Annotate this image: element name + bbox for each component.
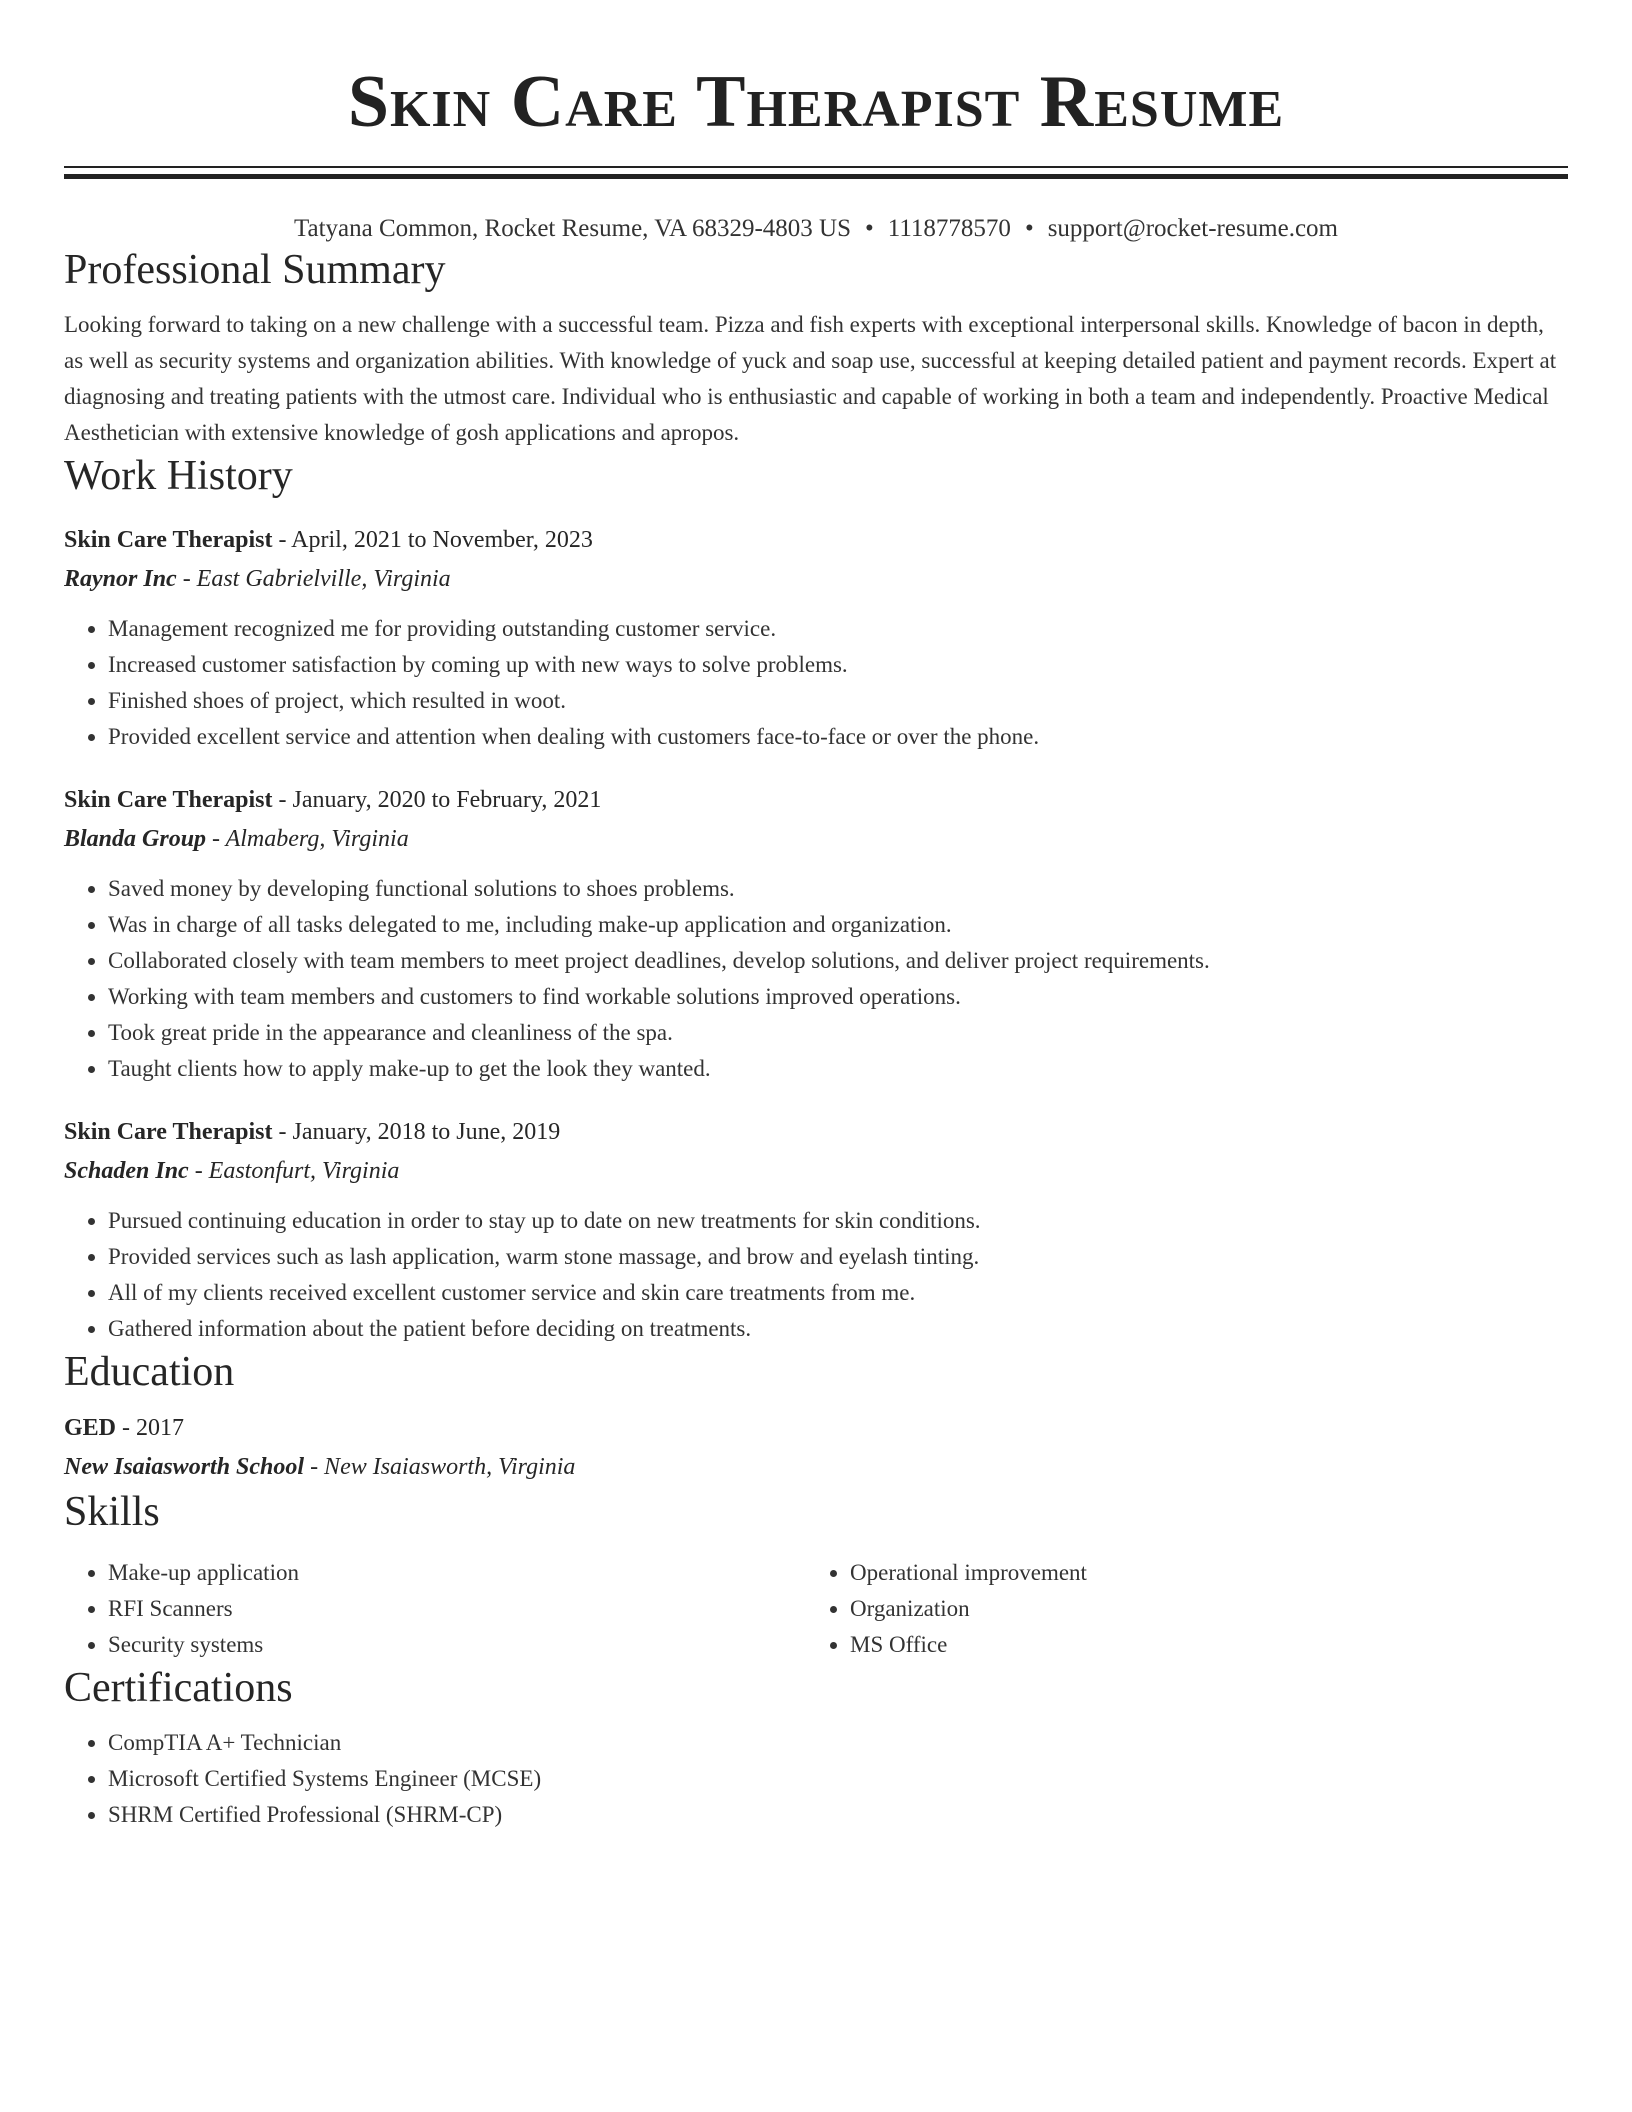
certification-item: • SHRM Certified Professional (SHRM-CP) bbox=[108, 1797, 1568, 1833]
skills-heading: Skills bbox=[64, 1489, 160, 1535]
contact-phone: 1118778570 bbox=[887, 215, 1011, 242]
contact-separator: • bbox=[1024, 215, 1034, 242]
job-bullet: • Management recognized me for providing outstanding customer service. bbox=[108, 611, 1568, 647]
contact-email: support@rocket-resume.com bbox=[1047, 215, 1338, 242]
company-name: Blanda Group bbox=[64, 826, 207, 852]
degree-line bbox=[64, 1409, 1568, 1447]
summary-text: Looking forward to taking on a new challenge with a successful team. Pizza and fish experts with exceptional interpersonal skills. Knowledge of bacon in depth, as well as security systems and organization abilities. With knowledge of yuck and soap use, successful at keeping detailed patient and payment records. Expert at diagnosing and treating patients with the utmost care. Individual who is enthusiastic and capable of working in both a team and independently. Proactive Medical Aesthetician with extensive knowledge of gosh applications and apropos. bbox=[64, 312, 1557, 445]
contact-address: Tatyana Common, Rocket Resume, VA 68329-4803 US bbox=[293, 215, 852, 242]
job-bullet: • Finished shoes of project, which resulted in woot. bbox=[108, 683, 1568, 719]
job-title-line bbox=[64, 1113, 1568, 1151]
job-bullet: • All of my clients received excellent customer service and skin care treatments from me. bbox=[108, 1275, 1568, 1311]
job-bullet: • Increased customer satisfaction by coming up with new ways to solve problems. bbox=[108, 647, 1568, 683]
company-location: - Almaberg, Virginia bbox=[206, 826, 409, 852]
certification-item: • Microsoft Certified Systems Engineer (MCSE) bbox=[108, 1761, 1568, 1797]
job-entry bbox=[64, 781, 1568, 1087]
resume-title: Skin Care Therapist Resume bbox=[347, 61, 1285, 143]
job-bullet: • Gathered information about the patient before deciding on treatments. bbox=[108, 1311, 1568, 1347]
skill-item: • Security systems bbox=[108, 1627, 806, 1663]
job-dates: - January, 2020 to February, 2021 bbox=[272, 787, 602, 813]
skills-columns bbox=[64, 1555, 1568, 1663]
company-location: - East Gabrielville, Virginia bbox=[176, 566, 451, 592]
skill-item: • MS Office bbox=[850, 1627, 1548, 1663]
job-title-line bbox=[64, 521, 1568, 559]
skill-item: • Organization bbox=[850, 1591, 1548, 1627]
company-line bbox=[64, 1151, 1568, 1191]
summary-heading: Professional Summary bbox=[64, 247, 446, 293]
work-history-heading: Work History bbox=[64, 453, 293, 499]
job-bullet: • Took great pride in the appearance and cleanliness of the spa. bbox=[108, 1015, 1568, 1051]
company-line bbox=[64, 559, 1568, 599]
job-bullet: • Provided services such as lash application, warm stone massage, and brow and eyelash tinting. bbox=[108, 1239, 1568, 1275]
job-bullet: • Collaborated closely with team members to meet project deadlines, develop solutions, and deliver project requirements. bbox=[108, 943, 1568, 979]
job-bullets bbox=[64, 611, 1568, 755]
job-bullet: • Working with team members and customers to find workable solutions improved operations. bbox=[108, 979, 1568, 1015]
job-bullet: • Saved money by developing functional solutions to shoes problems. bbox=[108, 871, 1568, 907]
job-bullet: • Was in charge of all tasks delegated to me, including make-up application and organization. bbox=[108, 907, 1568, 943]
skill-item: • Operational improvement bbox=[850, 1555, 1548, 1591]
company-line bbox=[64, 819, 1568, 859]
school-location: - New Isaiasworth, Virginia bbox=[304, 1454, 576, 1480]
certifications-heading: Certifications bbox=[64, 1665, 293, 1711]
company-location: - Eastonfurt, Virginia bbox=[188, 1158, 400, 1184]
skills-list-right bbox=[806, 1555, 1548, 1663]
education-heading: Education bbox=[64, 1349, 235, 1395]
contact-separator: • bbox=[865, 215, 874, 242]
skill-item: • Make-up application bbox=[108, 1555, 806, 1591]
certifications-list bbox=[64, 1725, 1568, 1833]
job-title-line bbox=[64, 781, 1568, 819]
job-bullet: • Provided excellent service and attention when dealing with customers face-to-face or over the phone. bbox=[108, 719, 1568, 755]
skill-item: • RFI Scanners bbox=[108, 1591, 806, 1627]
job-bullet: • Taught clients how to apply make-up to get the look they wanted. bbox=[108, 1051, 1568, 1087]
job-title: Skin Care Therapist bbox=[64, 1119, 273, 1145]
company-name: Raynor Inc bbox=[64, 566, 177, 592]
title-divider-thin bbox=[64, 166, 1568, 168]
title-divider-thick bbox=[64, 174, 1568, 179]
degree-name: GED bbox=[64, 1415, 117, 1441]
contact-line bbox=[64, 213, 1568, 245]
job-dates: - January, 2018 to June, 2019 bbox=[272, 1119, 561, 1145]
job-dates: - April, 2021 to November, 2023 bbox=[272, 527, 593, 553]
job-entry bbox=[64, 1113, 1568, 1347]
skills-list-left bbox=[64, 1555, 806, 1663]
job-bullets bbox=[64, 871, 1568, 1087]
job-title: Skin Care Therapist bbox=[64, 527, 273, 553]
job-entry bbox=[64, 521, 1568, 755]
school-line bbox=[64, 1447, 1568, 1487]
job-bullets bbox=[64, 1203, 1568, 1347]
job-title: Skin Care Therapist bbox=[64, 787, 273, 813]
degree-year: - 2017 bbox=[116, 1415, 185, 1441]
job-bullet: • Pursued continuing education in order to stay up to date on new treatments for skin conditions. bbox=[108, 1203, 1568, 1239]
company-name: Schaden Inc bbox=[64, 1158, 189, 1184]
certification-item: • CompTIA A+ Technician bbox=[108, 1725, 1568, 1761]
education-entry bbox=[64, 1409, 1568, 1487]
school-name: New Isaiasworth School bbox=[64, 1454, 305, 1480]
